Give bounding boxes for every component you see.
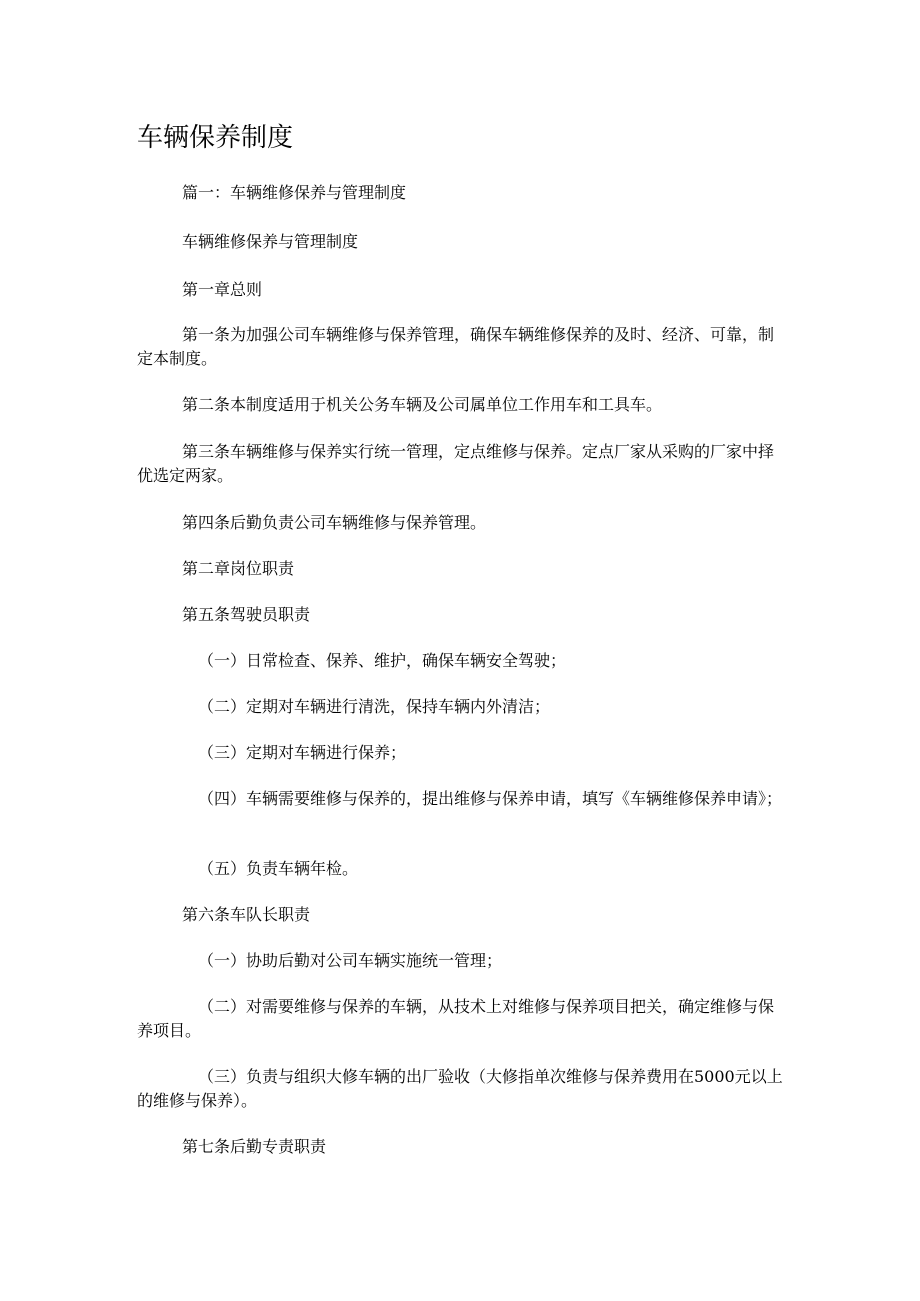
chapter-heading: 第二章岗位职责 — [182, 559, 295, 578]
list-item: （二）对需要维修与保养的车辆，从技术上对维修与保养项目把关，确定维修与保养项目。 — [137, 997, 775, 1040]
list-item: （一）日常检查、保养、维护，确保车辆安全驾驶； — [198, 651, 567, 670]
document-title: 车辆保养制度 — [137, 123, 294, 153]
chapter-heading: 第一章总则 — [182, 280, 263, 299]
document-subtitle: 车辆维修保养与管理制度 — [182, 232, 359, 251]
list-item: （五）负责车辆年检。 — [198, 859, 359, 878]
article-paragraph: 第五条驾驶员职责 — [182, 605, 311, 624]
list-item: （四）车辆需要维修与保养的，提出维修与保养申请，填写《车辆维修保养申请》； — [198, 789, 783, 808]
list-item: （二）定期对车辆进行清洗，保持车辆内外清洁； — [198, 697, 551, 716]
article-paragraph: 第六条车队长职责 — [182, 905, 311, 924]
list-item: （三）负责与组织大修车辆的出厂验收（大修指单次维修与保养费用在5000元以上的维修与保养）。 — [137, 1067, 783, 1110]
article-paragraph: 第七条后勤专责职责 — [182, 1137, 327, 1156]
section-heading: 篇一：车辆维修保养与管理制度 — [182, 183, 407, 202]
list-item: （三）定期对车辆进行保养； — [198, 743, 407, 762]
list-item: （一）协助后勤对公司车辆实施统一管理； — [198, 951, 503, 970]
article-paragraph: 第三条车辆维修与保养实行统一管理，定点维修与保养。定点厂家从采购的厂家中择优选定两家。 — [137, 442, 775, 485]
article-paragraph: 第一条为加强公司车辆维修与保养管理，确保车辆维修保养的及时、经济、可靠，制定本制度。 — [137, 325, 775, 368]
article-paragraph: 第二条本制度适用于机关公务车辆及公司属单位工作用车和工具车。 — [182, 395, 663, 414]
article-paragraph: 第四条后勤负责公司车辆维修与保养管理。 — [182, 513, 487, 532]
